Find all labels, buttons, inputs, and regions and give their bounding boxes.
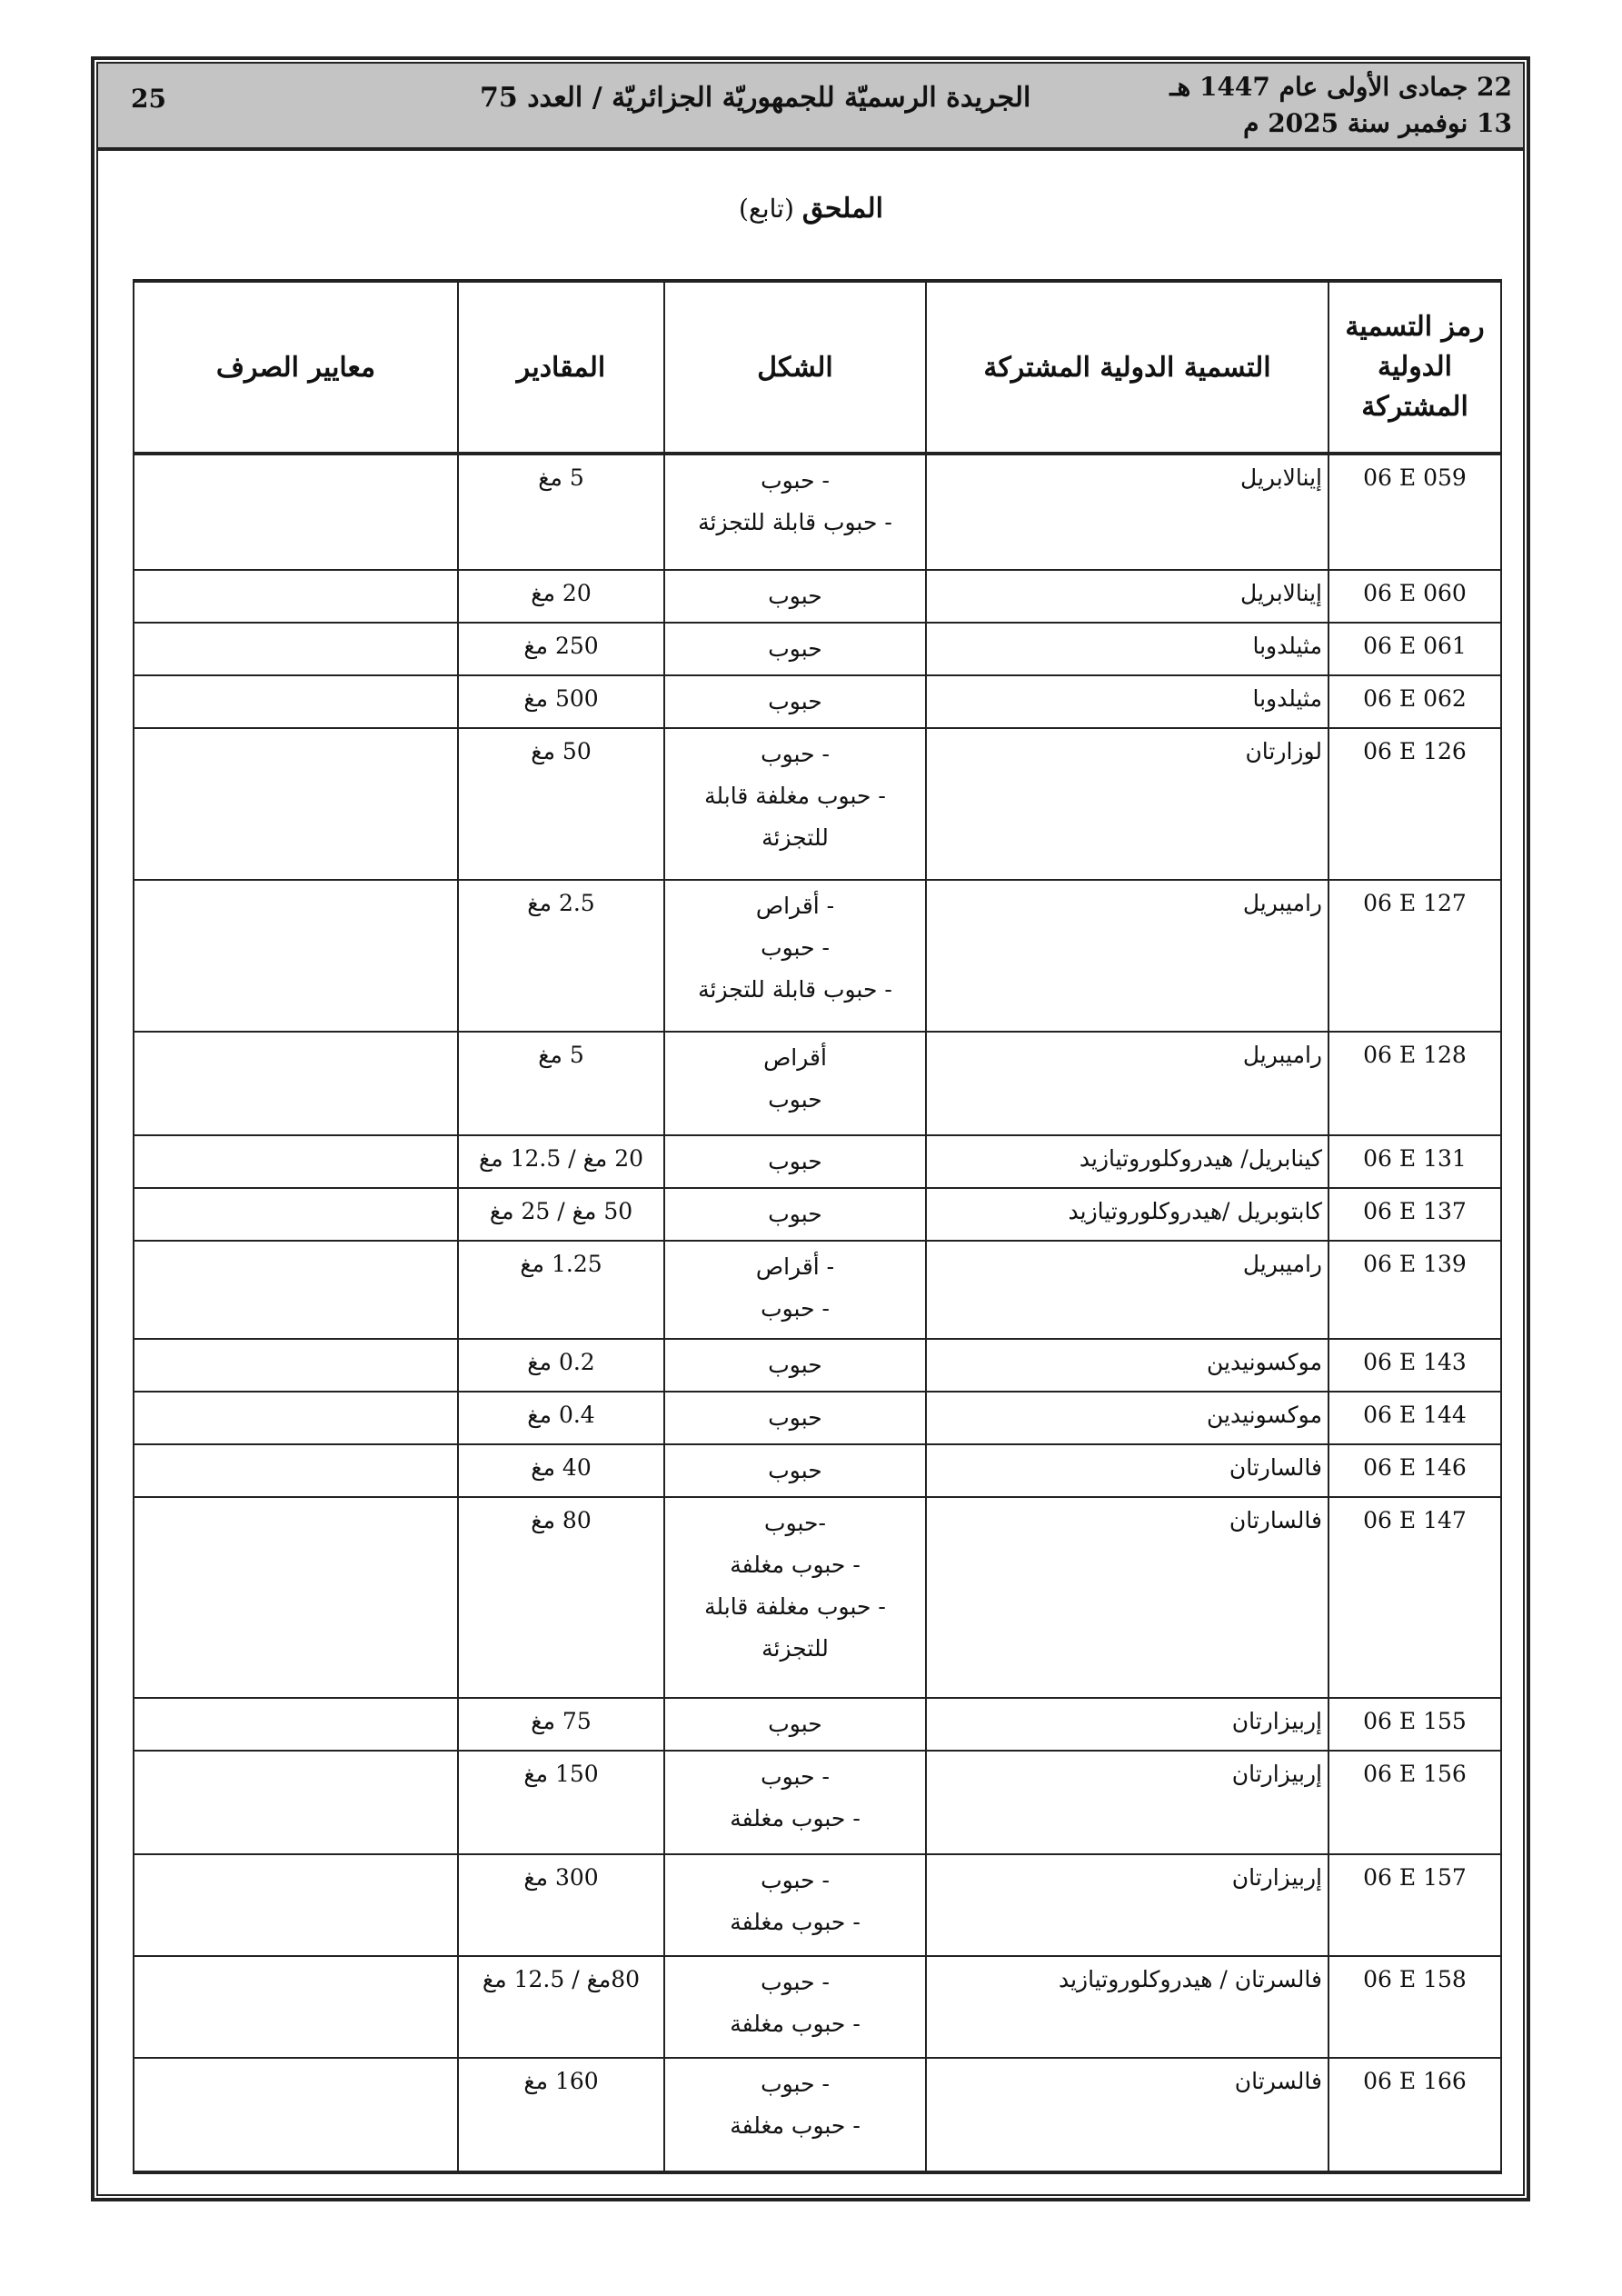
form-line: - حبوب (761, 1295, 830, 1322)
table-row (134, 880, 1501, 1032)
name-cell: إربيزارتان (926, 1854, 1328, 1956)
form-cell (664, 1392, 926, 1444)
form-line: - حبوب مغلفة (730, 1909, 861, 1935)
criteria-cell (134, 1241, 458, 1339)
form-line: - أقراص (755, 1253, 835, 1280)
form-cell (664, 675, 926, 728)
criteria-cell (134, 1135, 458, 1188)
form-cell (664, 623, 926, 675)
form-line: - حبوب مغلفة (730, 1805, 861, 1832)
table-row (134, 1188, 1501, 1241)
criteria-cell (134, 1444, 458, 1497)
form-line: - حبوب قابلة للتجزئة (698, 976, 892, 1003)
code-cell: 06 E 126 (1328, 728, 1501, 880)
form-line: - حبوب (761, 1867, 830, 1893)
dose-cell: 150 مغ (458, 1751, 664, 1854)
dose-cell: 50 مغ (458, 728, 664, 880)
criteria-cell (134, 1751, 458, 1854)
name-cell: كابتوبريل /هيدروكلوروتيازيد (926, 1188, 1328, 1241)
name-cell: فالسارتان (926, 1444, 1328, 1497)
table-row (134, 1497, 1501, 1698)
table-row (134, 1339, 1501, 1392)
column-header-code: رمز التسمية الدولية المشتركة (1328, 281, 1501, 454)
dose-cell: 250 مغ (458, 623, 664, 675)
annex-heading (0, 193, 1622, 225)
criteria-cell (134, 623, 458, 675)
form-line: للتجزئة (761, 824, 829, 851)
criteria-cell (134, 1032, 458, 1135)
criteria-cell (134, 570, 458, 623)
criteria-cell (134, 728, 458, 880)
name-cell: إربيزارتان (926, 1698, 1328, 1751)
form-line: حبوب (768, 1457, 822, 1483)
form-line: - حبوب (761, 1969, 830, 1995)
date-hijri: 22 جمادى الأولى عام 1447 هـ (1169, 72, 1512, 102)
form-line: أقراص (763, 1044, 827, 1071)
form-line: - حبوب (761, 1763, 830, 1790)
form-cell (664, 2058, 926, 2172)
date-gregorian: 13 نوفمبر سنة 2025 م (1243, 108, 1512, 138)
code-cell: 06 E 060 (1328, 570, 1501, 623)
name-cell: مثيلدوبا (926, 623, 1328, 675)
page-number: 25 (131, 84, 166, 114)
form-cell (664, 1135, 926, 1188)
code-cell: 06 E 139 (1328, 1241, 1501, 1339)
dose-cell: 1.25 مغ (458, 1241, 664, 1339)
form-line: - حبوب مغلفة قابلة (704, 783, 886, 809)
form-line: - حبوب مغلفة (730, 1552, 861, 1578)
dose-cell: 20 مغ (458, 570, 664, 623)
issue-date (1169, 69, 1512, 142)
form-line: - أقراص (755, 893, 835, 919)
criteria-cell (134, 2058, 458, 2172)
code-cell: 06 E 131 (1328, 1135, 1501, 1188)
criteria-cell (134, 1339, 458, 1392)
table-row (134, 454, 1501, 570)
dose-cell: 80مغ / 12.5 مغ (458, 1956, 664, 2058)
form-cell (664, 1698, 926, 1751)
form-line: للتجزئة (761, 1635, 829, 1662)
table-row (134, 1444, 1501, 1497)
name-cell: فالسرتان (926, 2058, 1328, 2172)
dose-cell: 40 مغ (458, 1444, 664, 1497)
table-row (134, 728, 1501, 880)
code-cell: 06 E 059 (1328, 454, 1501, 570)
code-cell: 06 E 158 (1328, 1956, 1501, 2058)
form-line: - حبوب مغلفة (730, 2112, 861, 2139)
table-row (134, 1751, 1501, 1854)
dose-cell: 2.5 مغ (458, 880, 664, 1032)
table-row (134, 1241, 1501, 1339)
form-line: - حبوب (761, 741, 830, 767)
form-line: حبوب (768, 1352, 822, 1378)
code-cell: 06 E 147 (1328, 1497, 1501, 1698)
dose-cell: 5 مغ (458, 1032, 664, 1135)
form-line: - حبوب مغلفة (730, 2011, 861, 2037)
form-cell (664, 880, 926, 1032)
code-cell: 06 E 062 (1328, 675, 1501, 728)
table-row (134, 1135, 1501, 1188)
name-cell: إربيزارتان (926, 1751, 1328, 1854)
name-cell: لوزارتان (926, 728, 1328, 880)
form-line: حبوب (768, 635, 822, 662)
name-cell: راميبريل (926, 880, 1328, 1032)
criteria-cell (134, 1698, 458, 1751)
column-header-name: التسمية الدولية المشتركة (926, 281, 1328, 454)
medicines-table (133, 279, 1502, 2174)
table-row (134, 1392, 1501, 1444)
code-cell: 06 E 156 (1328, 1751, 1501, 1854)
criteria-cell (134, 454, 458, 570)
table-row (134, 2058, 1501, 2172)
code-cell: 06 E 157 (1328, 1854, 1501, 1956)
table-row (134, 1956, 1501, 2058)
form-line: - حبوب (761, 2071, 830, 2097)
name-cell: موكسونيدين (926, 1392, 1328, 1444)
column-header-form: الشكل (664, 281, 926, 454)
code-cell: 06 E 137 (1328, 1188, 1501, 1241)
form-line: حبوب (768, 688, 822, 714)
table-row (134, 623, 1501, 675)
criteria-cell (134, 1392, 458, 1444)
form-cell (664, 1241, 926, 1339)
annex-subtitle: (تابع) (739, 194, 794, 224)
dose-cell: 500 مغ (458, 675, 664, 728)
form-cell (664, 1032, 926, 1135)
table-row (134, 675, 1501, 728)
name-cell: مثيلدوبا (926, 675, 1328, 728)
code-cell: 06 E 061 (1328, 623, 1501, 675)
criteria-cell (134, 880, 458, 1032)
dose-cell: 300 مغ (458, 1854, 664, 1956)
name-cell: راميبريل (926, 1241, 1328, 1339)
form-line: - حبوب قابلة للتجزئة (698, 509, 892, 535)
form-cell (664, 1854, 926, 1956)
criteria-cell (134, 1956, 458, 2058)
code-cell: 06 E 166 (1328, 2058, 1501, 2172)
form-line: حبوب (768, 1711, 822, 1737)
form-line: - حبوب مغلفة قابلة (704, 1593, 886, 1620)
table-row (134, 1032, 1501, 1135)
annex-title: الملحق (801, 193, 883, 225)
dose-cell: 80 مغ (458, 1497, 664, 1698)
column-header-dose: المقادير (458, 281, 664, 454)
form-cell (664, 1444, 926, 1497)
form-line: حبوب (768, 1086, 822, 1113)
form-line: حبوب (768, 583, 822, 609)
form-line: حبوب (768, 1404, 822, 1431)
criteria-cell (134, 1497, 458, 1698)
form-cell (664, 1188, 926, 1241)
name-cell: راميبريل (926, 1032, 1328, 1135)
dose-cell: 0.4 مغ (458, 1392, 664, 1444)
form-line: - حبوب (761, 467, 830, 494)
dose-cell: 20 مغ / 12.5 مغ (458, 1135, 664, 1188)
code-cell: 06 E 143 (1328, 1339, 1501, 1392)
column-header-criteria: معايير الصرف (134, 281, 458, 454)
name-cell: فالسارتان (926, 1497, 1328, 1698)
code-cell: 06 E 146 (1328, 1444, 1501, 1497)
code-cell: 06 E 144 (1328, 1392, 1501, 1444)
form-line: - حبوب (761, 934, 830, 961)
table-row (134, 1854, 1501, 1956)
name-cell: إينالابريل (926, 454, 1328, 570)
form-cell (664, 570, 926, 623)
form-line: حبوب (768, 1148, 822, 1174)
criteria-cell (134, 675, 458, 728)
form-cell (664, 454, 926, 570)
form-cell (664, 1956, 926, 2058)
table-header-row (134, 281, 1501, 454)
name-cell: كينابريل/ هيدروكلوروتيازيد (926, 1135, 1328, 1188)
dose-cell: 75 مغ (458, 1698, 664, 1751)
form-line: حبوب (768, 1201, 822, 1227)
form-line: -حبوب (764, 1510, 826, 1536)
code-cell: 06 E 127 (1328, 880, 1501, 1032)
criteria-cell (134, 1188, 458, 1241)
form-cell (664, 728, 926, 880)
dose-cell: 0.2 مغ (458, 1339, 664, 1392)
name-cell: فالسرتان / هيدروكلوروتيازيد (926, 1956, 1328, 2058)
gazette-title: الجريدة الرسميّة للجمهوريّة الجزائريّة / العدد 75 (480, 82, 1031, 114)
dose-cell: 5 مغ (458, 454, 664, 570)
form-cell (664, 1751, 926, 1854)
table-row (134, 1698, 1501, 1751)
form-cell (664, 1339, 926, 1392)
page-header (98, 64, 1523, 151)
table-row (134, 570, 1501, 623)
code-cell: 06 E 155 (1328, 1698, 1501, 1751)
code-cell: 06 E 128 (1328, 1032, 1501, 1135)
dose-cell: 160 مغ (458, 2058, 664, 2172)
form-cell (664, 1497, 926, 1698)
name-cell: إينالابريل (926, 570, 1328, 623)
dose-cell: 50 مغ / 25 مغ (458, 1188, 664, 1241)
name-cell: موكسونيدين (926, 1339, 1328, 1392)
criteria-cell (134, 1854, 458, 1956)
